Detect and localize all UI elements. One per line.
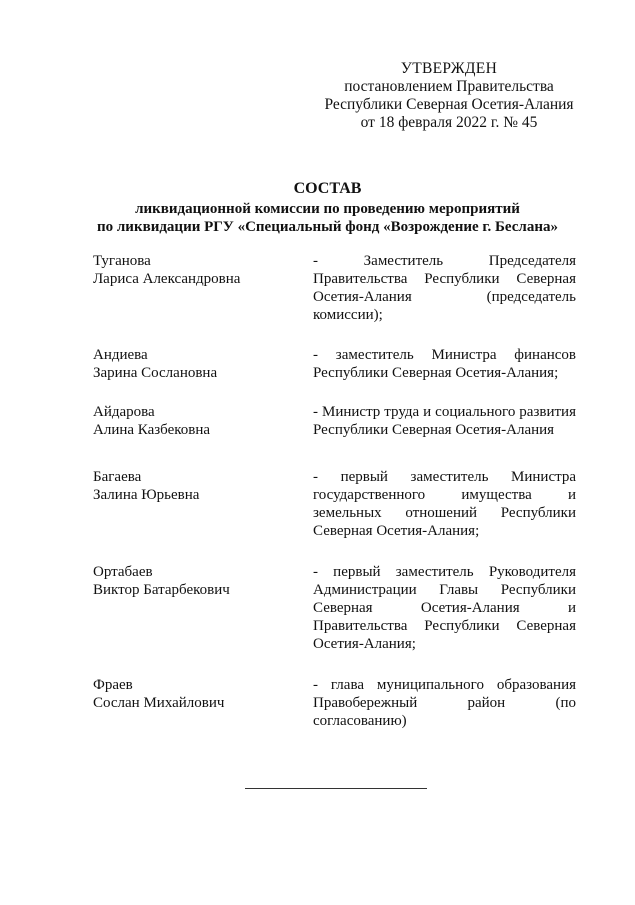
member-given-names: Алина Казбековна [93, 422, 211, 438]
member-given-names: Сослан Михайлович [93, 695, 225, 711]
title-main: СОСТАВ [293, 180, 362, 197]
member-surname: Айдарова [93, 404, 155, 420]
member-row [93, 346, 583, 382]
member-role: - первый заместитель Министра государственного имущества и земельных отношений Республики Северная Осетия-Алания; [313, 469, 576, 539]
member-given-names: Залина Юрьевна [93, 487, 200, 503]
member-name [93, 403, 313, 439]
approval-heading: УТВЕРЖДЕН [400, 60, 498, 77]
member-surname: Багаева [93, 469, 142, 485]
title-subtitle-1: ликвидационной комиссии по проведению мероприятий [135, 201, 520, 217]
member-role: - Министр труда и социального развития Республики Северная Осетия-Алания [313, 404, 576, 438]
member-given-names: Лариса Александровна [93, 271, 241, 287]
member-name [93, 563, 313, 653]
member-name [93, 346, 313, 382]
member-name [93, 676, 313, 730]
member-role: - первый заместитель Руководителя Администрации Главы Республики Северная Осетия-Алания и Правительства Республики Северная Осетия-Алания; [313, 564, 576, 652]
member-surname: Андиева [93, 347, 148, 363]
member-row [93, 403, 583, 439]
member-role: - глава муниципального образования Правобережный район (по согласованию) [313, 677, 576, 729]
approval-line-3: от 18 февраля 2022 г. № 45 [360, 114, 538, 131]
member-name [93, 468, 313, 540]
member-surname: Ортабаев [93, 564, 153, 580]
member-name [93, 252, 313, 324]
member-role: - Заместитель Председателя Правительства Республики Северная Осетия-Алания (председатель комиссии); [313, 253, 576, 323]
approval-stamp [319, 60, 579, 132]
approval-line-2: Республики Северная Осетия-Алания [324, 96, 574, 113]
member-row [93, 468, 583, 540]
commission-members-list [93, 252, 583, 730]
member-role: - заместитель Министра финансов Республики Северная Осетия-Алания; [313, 347, 576, 381]
member-row [93, 563, 583, 653]
member-surname: Фраев [93, 677, 133, 693]
member-row [93, 676, 583, 730]
document-title [60, 180, 595, 236]
approval-line-1: постановлением Правительства [344, 78, 554, 95]
end-divider-line [245, 788, 427, 789]
member-given-names: Виктор Батарбекович [93, 582, 230, 598]
member-surname: Туганова [93, 253, 151, 269]
title-subtitle-2: по ликвидации РГУ «Специальный фонд «Возрождение г. Беслана» [97, 219, 558, 235]
member-row [93, 252, 583, 324]
member-given-names: Зарина Сослановна [93, 365, 218, 381]
